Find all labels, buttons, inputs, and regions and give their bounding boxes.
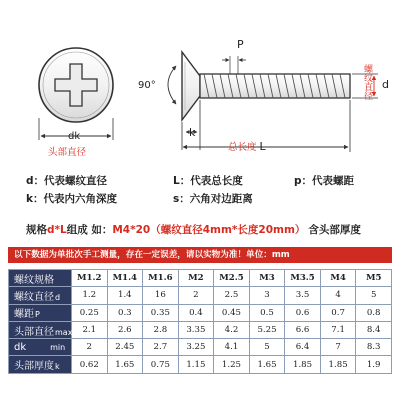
value-cell: 2.6 — [107, 321, 143, 338]
spec-example-line — [26, 222, 361, 237]
value-cell: 0.6 — [285, 304, 321, 321]
screw-side-view — [182, 52, 350, 120]
row-label-cell — [9, 321, 72, 338]
value-cell: 0.8 — [356, 304, 392, 321]
measurement-note: 以下数据为单批次手工测量，存在一定误差，请以实物为准！单位：mm — [8, 247, 392, 263]
value-cell: 2.8 — [143, 321, 179, 338]
spec-formula: d*L — [47, 224, 67, 236]
legend-p: p：代表螺距 — [294, 175, 355, 187]
value-cell: 0.4 — [178, 304, 214, 321]
row-symbol: d — [55, 292, 61, 302]
value-cell: 6.6 — [285, 321, 321, 338]
row-label-cell — [9, 287, 72, 304]
spec-composed: 组成 如： — [66, 224, 113, 236]
screw-head-top-view — [39, 48, 113, 122]
row-label-cell — [9, 339, 72, 356]
size-cell: M2.5 — [214, 270, 250, 287]
row-label: 螺纹直径 — [14, 291, 54, 303]
row-label: 头部直径 — [14, 326, 54, 338]
value-cell: 2.5 — [214, 287, 250, 304]
table-row — [9, 339, 392, 356]
table-row — [9, 287, 392, 304]
angle-label: 90° — [138, 80, 156, 91]
row-symbol: min — [50, 342, 66, 352]
pitch-label: P — [237, 38, 244, 51]
row-label-cell — [9, 356, 72, 373]
head-diameter-label: 头部直径 — [48, 147, 87, 158]
value-cell: 6.4 — [285, 339, 321, 356]
value-cell: 1.4 — [107, 287, 143, 304]
value-cell: 1.25 — [214, 356, 250, 373]
value-cell: 3.35 — [178, 321, 214, 338]
legend-row-1 — [26, 173, 354, 188]
legend-k: k：代表内六角深度 — [26, 193, 117, 205]
total-length-label — [228, 139, 266, 153]
value-cell: 0.5 — [249, 304, 285, 321]
value-cell: 4.1 — [214, 339, 250, 356]
value-cell: 2 — [72, 339, 108, 356]
value-cell: 5 — [249, 339, 285, 356]
value-cell: 2.1 — [72, 321, 108, 338]
value-cell: 0.7 — [320, 304, 356, 321]
value-cell: 5 — [356, 287, 392, 304]
table-row — [9, 304, 392, 321]
length-symbol: L — [259, 140, 266, 153]
d-label: d — [382, 78, 389, 91]
legend-d: d：代表螺纹直径 — [26, 175, 108, 187]
value-cell: 0.75 — [143, 356, 179, 373]
size-cell: M1.2 — [72, 270, 108, 287]
row-symbol: P — [35, 310, 40, 320]
value-cell: 1.65 — [107, 356, 143, 373]
value-cell: 7.1 — [320, 321, 356, 338]
value-cell: 0.25 — [72, 304, 108, 321]
value-cell: 8.4 — [356, 321, 392, 338]
value-cell: 1.2 — [72, 287, 108, 304]
size-cell: M3.5 — [285, 270, 321, 287]
value-cell: 4.2 — [214, 321, 250, 338]
size-cell: M4 — [320, 270, 356, 287]
value-cell: 0.3 — [107, 304, 143, 321]
spec-prefix: 规格 — [26, 224, 47, 236]
value-cell: 3 — [249, 287, 285, 304]
size-cell: M1.6 — [143, 270, 179, 287]
value-cell: 1.65 — [249, 356, 285, 373]
legend-row-2 — [26, 191, 253, 206]
row-symbol: max — [55, 327, 73, 337]
row-label: dk — [14, 341, 27, 353]
value-cell: 1.85 — [285, 356, 321, 373]
value-cell: 0.35 — [143, 304, 179, 321]
legend-s: s：六角对边距离 — [173, 193, 253, 205]
spec-suffix: 含头部厚度 — [308, 224, 361, 236]
row-label: 头部厚度 — [14, 361, 54, 373]
value-cell: 7 — [320, 339, 356, 356]
legend-l: L：代表总长度 — [173, 175, 243, 187]
table-header-row — [9, 270, 392, 287]
value-cell: 4 — [320, 287, 356, 304]
total-length-text: 总长度 — [228, 142, 257, 153]
value-cell: 0.62 — [72, 356, 108, 373]
value-cell: 3.25 — [178, 339, 214, 356]
header-label-cell: 螺纹规格 — [9, 270, 72, 287]
value-cell: 0.45 — [214, 304, 250, 321]
size-cell: M3 — [249, 270, 285, 287]
value-cell: 2 — [178, 287, 214, 304]
value-cell: 2.7 — [143, 339, 179, 356]
k-label: k — [189, 126, 196, 139]
row-label-cell — [9, 304, 72, 321]
value-cell: 8.3 — [356, 339, 392, 356]
size-cell: M1.4 — [107, 270, 143, 287]
value-cell: 5.25 — [249, 321, 285, 338]
size-cell: M5 — [356, 270, 392, 287]
value-cell: 1.15 — [178, 356, 214, 373]
value-cell: 2.45 — [107, 339, 143, 356]
table-row — [9, 356, 392, 373]
value-cell: 3.5 — [285, 287, 321, 304]
table-row — [9, 321, 392, 338]
size-cell: M2 — [178, 270, 214, 287]
value-cell: 1.9 — [356, 356, 392, 373]
value-cell: 16 — [143, 287, 179, 304]
spec-example: M4*20（螺纹直径4mm*长度20mm） — [112, 224, 306, 236]
spec-table — [8, 269, 392, 374]
dk-label: dk — [68, 131, 81, 142]
row-label: 螺距 — [14, 309, 34, 321]
thread-diameter-label: 螺纹直径 — [362, 64, 372, 100]
row-symbol: k — [55, 362, 60, 372]
value-cell: 1.85 — [320, 356, 356, 373]
